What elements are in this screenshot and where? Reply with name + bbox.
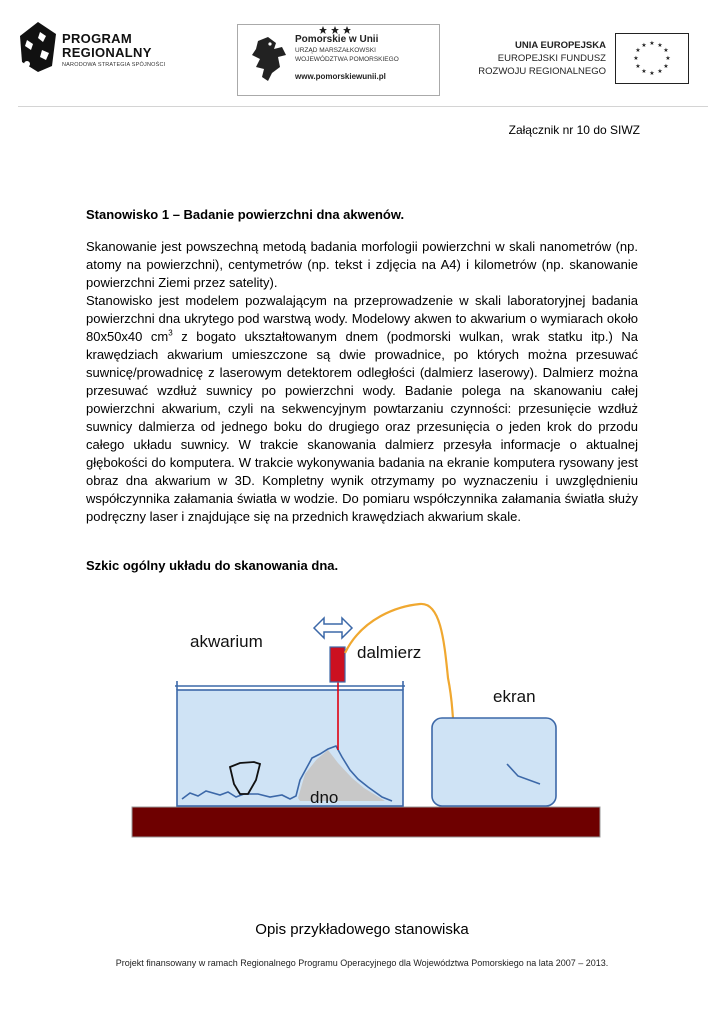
attachment-label: Załącznik nr 10 do SIWZ	[508, 123, 640, 137]
program-logo-icon	[18, 20, 58, 74]
svg-text:★: ★	[635, 47, 641, 54]
griffin-coat-of-arms-icon	[246, 33, 292, 85]
pomorskie-logo-line2: WOJEWÓDZTWA POMORSKIEGO	[295, 56, 399, 63]
scanning-setup-diagram	[130, 598, 605, 843]
svg-text:★: ★	[663, 63, 669, 70]
pomorskie-logo-title: Pomorskie w Unii	[295, 34, 379, 45]
svg-text:★: ★	[633, 55, 639, 62]
svg-text:★: ★	[663, 47, 669, 54]
svg-text:★: ★	[641, 42, 647, 49]
program-logo-line3: NARODOWA STRATEGIA SPÓJNOŚCI	[62, 62, 166, 68]
body-text	[86, 238, 638, 526]
stars-icon	[318, 26, 352, 34]
pomorskie-logo-url: www.pomorskiewunii.pl	[295, 72, 386, 81]
label-screen: ekran	[493, 687, 536, 706]
label-aquarium: akwarium	[190, 632, 263, 651]
cubic-superscript: 3	[168, 328, 173, 338]
label-rangefinder: dalmierz	[357, 643, 422, 662]
eu-line1: UNIA EUROPEJSKA	[515, 40, 606, 51]
program-logo-line2: REGIONALNY	[62, 45, 152, 60]
program-logo-line1: PROGRAM	[62, 31, 132, 46]
svg-text:★: ★	[641, 68, 647, 75]
rangefinder-device	[330, 647, 345, 682]
svg-text:★: ★	[649, 40, 655, 47]
move-arrow-icon	[314, 618, 352, 638]
figure-caption: Opis przykładowego stanowiska	[255, 921, 469, 938]
svg-text:★: ★	[649, 70, 655, 77]
svg-text:★: ★	[665, 55, 671, 62]
svg-text:★: ★	[657, 68, 663, 75]
label-bottom: dno	[310, 788, 339, 807]
paragraph-2-part1: Stanowisko jest modelem pozwalającym na przeprowadzenie w skali laboratoryjnej badania powierzchni dna ukrytego pod warstwą wody. Modelowy akwen to akwarium o wymiarach około 80x50x40 cm	[86, 293, 638, 344]
program-regionalny-logo	[18, 18, 198, 82]
page-footer: Projekt finansowany w ramach Regionalnego Programu Operacyjnego dla Województwa Pomorskiego na lata 2007 – 2013.	[115, 958, 609, 968]
eu-text-block	[470, 39, 606, 78]
paragraph-2-part2: z bogato ukształtowanym dnem (podmorski wulkan, wrak statku itp.) Na krawędziach akwarium umieszczone są dwie prowadnice, po których można przesuwać suwnicę/prowadnicę z laserowym detektorem odległości (dalmierz laserowy). Dalmierz można przesuwać wzdłuż suwnicy po powierzchni wody. Badanie polega na skanowaniu całej powierzchni akwarium, czyli na sekwencyjnym powtarzaniu czynności: przesunięcie wzdłuż suwnicy dalmierza od jednego boku do drugiego oraz przesunięcia o jeden krok do przodu całego układu suwnicy. W trakcie skanowania dalmierz przesyła informacje o aktualnej głębokości do komputera. W trakcie wykonywania badania na ekranie komputera rysowany jest obraz dna akwarium w 3D. Kompletny wynik otrzymamy po wyznaczeniu i uwzględnieniu współczynnika załamania światła w wodzie. Do pomiaru współczynnika załamania światła służy podręczny laser i znajdujące się na przednich krawędziach akwarium skale.	[86, 329, 638, 524]
eu-line2: EUROPEJSKI FUNDUSZ	[497, 53, 606, 64]
section-title: Stanowisko 1 – Badanie powierzchni dna akwenów.	[86, 207, 405, 222]
eu-line3: ROZWOJU REGIONALNEGO	[478, 66, 606, 77]
table-surface	[132, 807, 600, 837]
pomorskie-logo-line1: URZĄD MARSZAŁKOWSKI	[295, 47, 376, 54]
diagram-subtitle: Szkic ogólny układu do skanowania dna.	[86, 558, 339, 573]
eu-flag	[615, 33, 689, 84]
svg-text:★: ★	[657, 42, 663, 49]
eu-stars-circle-icon	[616, 34, 688, 83]
svg-text:★: ★	[635, 63, 641, 70]
paragraph-1: Skanowanie jest powszechną metodą badania morfologii powierzchni w skali nanometrów (np. atomy na powierzchni), centymetrów (np. tekst i zdjęcia na A4) i kilometrów (np. skanowanie powierzchni Ziemi przez satelity).	[86, 239, 638, 290]
computer-screen	[432, 718, 556, 806]
paragraph-2	[86, 292, 638, 526]
pomorskie-logo	[237, 24, 440, 96]
